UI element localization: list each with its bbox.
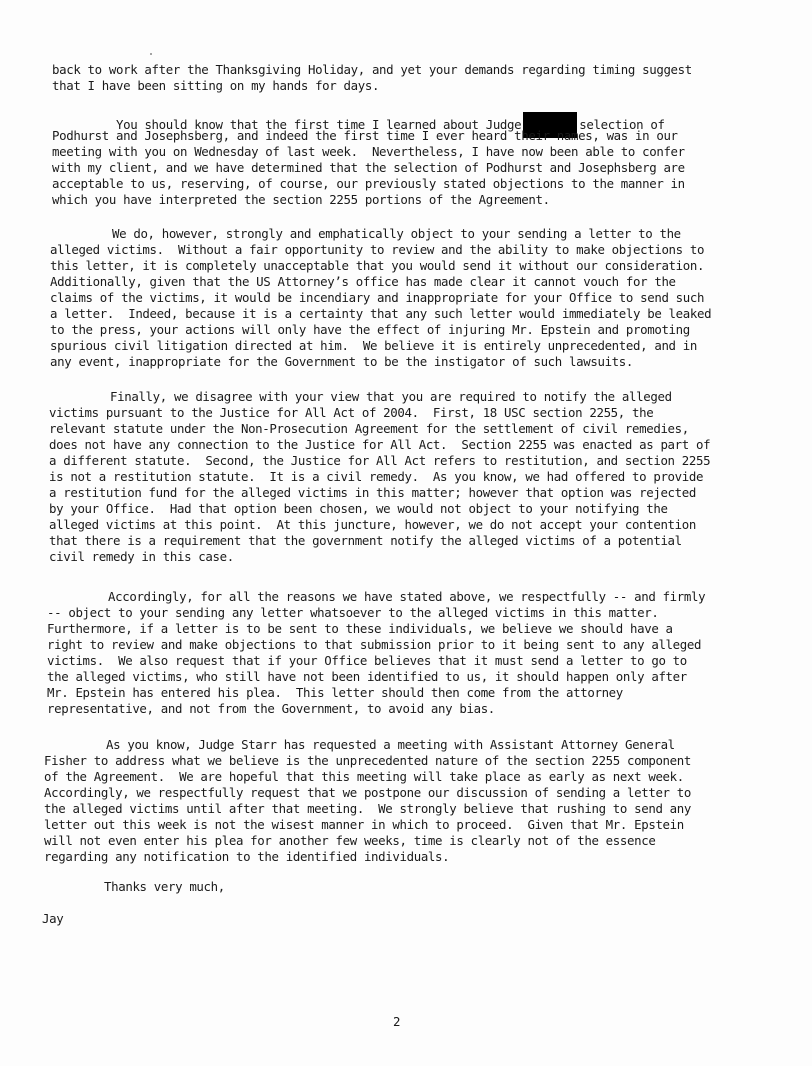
text-line: any event, inappropriate for the Government to be the instigator of such lawsuits.	[50, 354, 634, 369]
text-line: representative, and not from the Government, to avoid any bias.	[47, 701, 495, 716]
text-line: back to work after the Thanksgiving Holiday, and yet your demands regarding timing suggest	[52, 62, 692, 77]
text-line: Accordingly, for all the reasons we have stated above, we respectfully -- and firmly	[108, 589, 706, 604]
text-line: regarding any notification to the identified individuals.	[44, 849, 450, 864]
text-line: Mr. Epstein has entered his plea. This letter should then come from the attorney	[47, 685, 623, 700]
text-line: a letter. Indeed, because it is a certainty that any such letter would immediately be leaked	[50, 306, 712, 321]
page-number: 2	[393, 1014, 401, 1029]
text-line: will not even enter his plea for another few weeks, time is clearly not of the essence	[44, 833, 656, 848]
text-line: victims. We also request that if your Office believes that it must send a letter to go to	[47, 653, 687, 668]
text-line: letter out this week is not the wisest manner in which to proceed. Given that Mr. Epstein	[44, 817, 684, 832]
text-line: to the press, your actions will only have the effect of injuring Mr. Epstein and promoting	[50, 322, 690, 337]
text-line: by your Office. Had that option been chosen, we would not object to your notifying the	[49, 501, 668, 516]
text-line: relevant statute under the Non-Prosecution Agreement for the settlement of civil remedies,	[49, 421, 689, 436]
text-line: Additionally, given that the US Attorney’s office has made clear it cannot vouch for the	[50, 274, 676, 289]
text-line: Accordingly, we respectfully request that we postpone our discussion of sending a letter to	[44, 785, 691, 800]
closing-line: Thanks very much,	[104, 879, 225, 894]
text-line: right to review and make objections to that submission prior to it being sent to any alleged	[47, 637, 702, 652]
text-line: -- object to your sending any letter whatsoever to the alleged victims in this matter.	[47, 605, 659, 620]
text-line: alleged victims at this point. At this juncture, however, we do not accept your contention	[49, 517, 696, 532]
scan-speck	[150, 53, 152, 55]
text-line: which you have interpreted the section 2255 portions of the Agreement.	[52, 192, 550, 207]
text-line: We do, however, strongly and emphatically object to your sending a letter to the	[112, 226, 681, 241]
text-line: Fisher to address what we believe is the unprecedented nature of the section 2255 component	[44, 753, 691, 768]
text-line: with my client, and we have determined that the selection of Podhurst and Josephsberg are	[52, 160, 685, 175]
text-line: Furthermore, if a letter is to be sent to these individuals, we believe we should have a	[47, 621, 673, 636]
text-line: is not a restitution statute. It is a civil remedy. As you know, we had offered to provide	[49, 469, 704, 484]
text-line: that there is a requirement that the government notify the alleged victims of a potential	[49, 533, 682, 548]
text-line: meeting with you on Wednesday of last week. Nevertheless, I have now been able to confer	[52, 144, 685, 159]
text-line: victims pursuant to the Justice for All Act of 2004. First, 18 USC section 2255, the	[49, 405, 654, 420]
text-line: claims of the victims, it would be incendiary and inappropriate for your Office to send such	[50, 290, 705, 305]
text-line: that I have been sitting on my hands for days.	[52, 78, 380, 93]
text-line: a restitution fund for the alleged victims in this matter; however that option was rejected	[49, 485, 696, 500]
text-line: a different statute. Second, the Justice for All Act refers to restitution, and section 2255	[49, 453, 711, 468]
text-line: the alleged victims until after that meeting. We strongly believe that rushing to send any	[44, 801, 691, 816]
text-line: the alleged victims, who still have not been identified to us, it should happen only after	[47, 669, 687, 684]
signature: Jay	[42, 911, 64, 926]
text-segment: selection of	[579, 117, 665, 132]
text-line: Finally, we disagree with your view that you are required to notify the alleged	[110, 389, 672, 404]
text-line: As you know, Judge Starr has requested a meeting with Assistant Attorney General	[106, 737, 675, 752]
text-line: this letter, it is completely unacceptable that you would send it without our consideration.	[50, 258, 705, 273]
text-line: spurious civil litigation directed at him. We believe it is entirely unprecedented, and in	[50, 338, 697, 353]
text-line: of the Agreement. We are hopeful that this meeting will take place as early as next week.	[44, 769, 684, 784]
text-line: alleged victims. Without a fair opportunity to review and the ability to make objections to	[50, 242, 705, 257]
text-line: civil remedy in this case.	[49, 549, 234, 564]
text-line: Podhurst and Josephsberg, and indeed the first time I ever heard their names, was in our	[52, 128, 678, 143]
text-line: acceptable to us, reserving, of course, our previously stated objections to the manner in	[52, 176, 685, 191]
text-line: does not have any connection to the Justice for All Act. Section 2255 was enacted as part of	[49, 437, 711, 452]
text-segment: You should know that the first time I learned about Judge	[116, 117, 522, 132]
